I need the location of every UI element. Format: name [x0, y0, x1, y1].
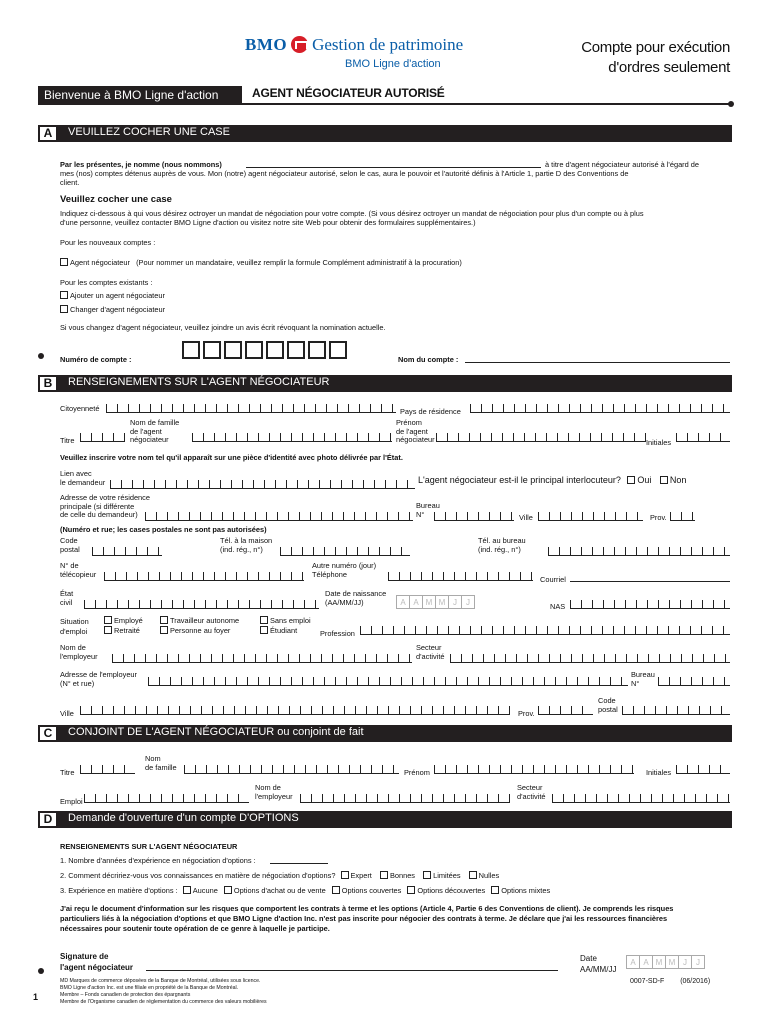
employment-options-col1: Employé Retraité	[104, 616, 143, 637]
last-name-field[interactable]	[192, 433, 392, 442]
spouse-title-label: Titre	[60, 768, 75, 777]
account-number-boxes[interactable]	[182, 341, 350, 361]
sin-field[interactable]	[570, 600, 730, 609]
email-label: Courriel	[540, 575, 566, 584]
declaration: J'ai reçu le document d'information sur les risques que comportent les contrats à terme et les options (Article 4, Partie 6 des Conventions de client). Je comprends les risques particuliers liés à la négociation d'options et que BMO Ligne d'action Inc. n'est pas inscrite pour négocier des contrats à terme. Je déclare que j'ai les ressources financières nécessaires pour soutenir toute opération de ce genre à laquelle je participe.	[60, 904, 674, 933]
city-field[interactable]	[538, 512, 643, 521]
sin-label: NAS	[550, 602, 566, 611]
question-2: 2. Comment décririez-vous vos connaissances en matière de négociation d'options? Expert Bonnes Limitées Nulles	[60, 871, 500, 880]
intro-line3: client.	[60, 178, 80, 187]
spouse-employment-field[interactable]	[84, 794, 249, 803]
no-experience-checkbox[interactable]	[183, 886, 191, 894]
bmo-roundel-icon	[291, 36, 308, 53]
retired-checkbox[interactable]	[104, 626, 112, 634]
agent-name-field[interactable]	[246, 167, 541, 168]
employer-prov-field[interactable]	[538, 706, 593, 715]
section-a-header: A VEUILLEZ COCHER UNE CASE	[38, 125, 732, 142]
home-phone-field[interactable]	[280, 547, 410, 556]
margin-dot	[38, 968, 44, 974]
employer-postal-label: Code postal	[598, 696, 618, 714]
citizenship-label: Citoyenneté	[60, 404, 100, 413]
work-phone-label: Tél. au bureau (ind. rég., n°)	[478, 536, 526, 554]
existing-accounts-label: Pour les comptes existants :	[60, 278, 153, 287]
option-change-agent[interactable]: Changer d'agent négociateur	[60, 305, 165, 314]
brand-subtitle: BMO Ligne d'action	[345, 58, 441, 70]
main-contact-question: L'agent négociateur est-il le principal interlocuteur? Oui Non	[418, 475, 687, 485]
none-checkbox[interactable]	[469, 871, 477, 879]
signature-field[interactable]	[146, 970, 558, 971]
section-d-header: D Demande d'ouverture d'un compte D'OPTIONS	[38, 811, 732, 828]
unemployed-checkbox[interactable]	[260, 616, 268, 624]
employer-city-label: Ville	[60, 709, 74, 718]
spouse-sector-label: Secteur d'activité	[517, 783, 546, 801]
prov-field[interactable]	[670, 512, 695, 521]
self-employed-checkbox[interactable]	[160, 616, 168, 624]
spread-options-checkbox[interactable]	[491, 886, 499, 894]
unit-label: Bureau N°	[416, 501, 440, 519]
divider-dot	[728, 101, 734, 107]
spouse-employer-label: Nom de l'employeur	[255, 783, 293, 801]
id-note: Veuillez inscrire votre nom tel qu'il apparaît sur une pièce d'identité avec photo délivrée par l'État.	[60, 453, 403, 462]
spouse-title-field[interactable]	[80, 765, 135, 774]
residence-label: Pays de résidence	[400, 407, 461, 416]
welcome-banner: Bienvenue à BMO Ligne d'action	[38, 86, 242, 104]
covered-options-checkbox[interactable]	[332, 886, 340, 894]
change-agent-checkbox[interactable]	[60, 305, 68, 313]
employment-label: Situation d'emploi	[60, 617, 89, 636]
employer-prov-label: Prov.	[518, 709, 535, 718]
profession-label: Profession	[320, 629, 355, 638]
citizenship-field[interactable]	[106, 404, 396, 413]
form-code: 0007-SD-F (06/2016)	[630, 978, 711, 985]
employment-options-col2: Travailleur autonome Personne au foyer	[160, 616, 239, 637]
employee-checkbox[interactable]	[104, 616, 112, 624]
limited-checkbox[interactable]	[423, 871, 431, 879]
spouse-first-name-label: Prénom	[404, 768, 430, 777]
homemaker-checkbox[interactable]	[160, 626, 168, 634]
options-subhead: RENSEIGNEMENTS SUR L'AGENT NÉGOCIATEUR	[60, 842, 238, 851]
brand-logo	[245, 34, 463, 55]
option-add-agent[interactable]: Ajouter un agent négociateur	[60, 291, 165, 300]
expert-checkbox[interactable]	[341, 871, 349, 879]
fax-field[interactable]	[104, 572, 304, 581]
address-field[interactable]	[145, 512, 413, 521]
postal-field[interactable]	[92, 547, 162, 556]
brand-name: BMO	[245, 35, 288, 54]
sector-field[interactable]	[450, 654, 730, 663]
instructions-line1: Indiquez ci-dessous à qui vous désirez octroyer un mandat de négociation pour votre compte. (Si vous désirez octroyer un mandat de négociation pour plus d'un compte ou à plus	[60, 209, 644, 218]
calls-puts-checkbox[interactable]	[224, 886, 232, 894]
employer-field[interactable]	[112, 654, 412, 663]
office-field[interactable]	[658, 677, 730, 686]
margin-dot	[38, 353, 44, 359]
main-contact-no-checkbox[interactable]	[660, 476, 668, 484]
email-field[interactable]	[570, 581, 730, 582]
spouse-last-name-field[interactable]	[184, 765, 399, 774]
title-field[interactable]	[80, 433, 125, 442]
spouse-employment-label: Emploi	[60, 797, 83, 806]
question-1: 1. Nombre d'années d'expérience en négociation d'options :	[60, 856, 256, 865]
address-label: Adresse de votre résidence principale (si différente de celle du demandeur)	[60, 493, 150, 520]
intro-text: Par les présentes, je nomme (nous nommons)	[60, 160, 222, 169]
profession-field[interactable]	[360, 626, 730, 635]
section-b-header: B RENSEIGNEMENTS SUR L'AGENT NÉGOCIATEUR	[38, 375, 732, 392]
student-checkbox[interactable]	[260, 626, 268, 634]
employer-city-field[interactable]	[80, 706, 510, 715]
other-phone-field[interactable]	[388, 572, 533, 581]
signature-label: Signature de l'agent négociateur	[60, 952, 134, 972]
initials-label: Initiales	[646, 438, 672, 447]
work-phone-field[interactable]	[548, 547, 730, 556]
marital-label: État civil	[60, 589, 74, 607]
employment-options-col3: Sans emploi Étudiant	[260, 616, 311, 637]
address-note: (Numéro et rue; les cases postales ne sont pas autorisées)	[60, 525, 267, 534]
section-heading: Veuillez cocher une case	[60, 194, 172, 205]
first-name-field[interactable]	[436, 433, 646, 442]
document-title: Compte pour exécution d'ordres seulement	[581, 39, 730, 76]
home-phone-label: Tél. à la maison (ind. rég., n°)	[220, 536, 273, 554]
last-name-label: Nom de famille de l'agent négociateur	[130, 418, 180, 445]
spouse-sector-field[interactable]	[552, 794, 730, 803]
years-experience-field[interactable]	[270, 863, 328, 864]
uncovered-options-checkbox[interactable]	[407, 886, 415, 894]
spouse-first-name-field[interactable]	[434, 765, 634, 774]
new-agent-checkbox[interactable]	[60, 258, 68, 266]
employer-address-label: Adresse de l'employeur (N° et rue)	[60, 670, 137, 688]
intro-tail: à titre d'agent négociateur autorisé à l'égard de	[545, 160, 700, 169]
applicant-link-field[interactable]	[110, 480, 415, 489]
intro-line2: mes (nos) comptes détenus auprès de vous. Mon (notre) agent négociateur autorisé, selon le cas, aura le pouvoir et l'autorité définis à l'Article 1, partie D des Conventions de	[60, 169, 629, 178]
marital-field[interactable]	[84, 600, 319, 609]
employer-label: Nom de l'employeur	[60, 643, 98, 661]
page-number: 1	[33, 992, 39, 1002]
unit-field[interactable]	[434, 512, 514, 521]
signature-date-field[interactable]: A A M M J J	[626, 955, 704, 969]
instructions-line2: d'une personne, veuillez contacter BMO Ligne d'action ou visitez notre site Web pour obtenir des formulaires supplémentaires.)	[60, 218, 476, 227]
main-contact-yes-checkbox[interactable]	[627, 476, 635, 484]
option-new-agent[interactable]: Agent négociateur (Pour nommer un mandataire, veuillez remplir la formule Complément administratif à la procuration)	[60, 258, 462, 267]
city-label: Ville	[519, 513, 533, 522]
birth-date-label: Date de naissance (AA/MM/JJ)	[325, 589, 387, 607]
question-3: 3. Expérience en matière d'options : Aucune Options d'achat ou de vente Options couvertes Options découvertes Options mixtes	[60, 886, 551, 895]
account-name-label: Nom du compte :	[398, 355, 459, 364]
birth-date-field[interactable]: A A M M J J	[396, 595, 474, 609]
signature-date-label: Date AA/MM/JJ	[580, 954, 617, 974]
legal-notes: MD Marques de commerce déposées de la Banque de Montréal, utilisées sous licence. BMO Ligne d'action Inc. est une filiale en propriété de la Banque de Montréal. Membre – Fonds canadien de protection des épargnants Membre de l'Organisme canadien de réglementation du commerce des valeurs mobilières	[60, 978, 267, 1006]
employer-postal-field[interactable]	[622, 706, 730, 715]
brand-division: Gestion de patrimoine	[312, 35, 464, 54]
applicant-link-label: Lien avec le demandeur	[60, 469, 106, 487]
form-title: AGENT NÉGOCIATEUR AUTORISÉ	[252, 86, 445, 100]
title-label: Titre	[60, 436, 75, 445]
spouse-initials-field[interactable]	[676, 765, 730, 774]
residence-field[interactable]	[470, 404, 730, 413]
initials-field[interactable]	[676, 433, 730, 442]
spouse-initials-label: Initiales	[646, 768, 672, 777]
account-name-field[interactable]	[465, 362, 730, 363]
employer-address-field[interactable]	[148, 677, 628, 686]
change-note: Si vous changez d'agent négociateur, veuillez joindre un avis écrit révoquant la nomination actuelle.	[60, 323, 386, 332]
spouse-last-name-label: Nom de famille	[145, 754, 177, 772]
office-label: Bureau N°	[631, 670, 655, 688]
other-phone-label: Autre numéro (jour) Téléphone	[312, 561, 377, 579]
divider	[38, 103, 732, 105]
fax-label: N° de télécopieur	[60, 561, 97, 579]
spouse-employer-field[interactable]	[300, 794, 510, 803]
postal-label: Code postal	[60, 536, 80, 554]
section-c-header: C CONJOINT DE L'AGENT NÉGOCIATEUR ou conjoint de fait	[38, 725, 732, 742]
first-name-label: Prénom de l'agent négociateur	[396, 418, 435, 445]
sector-label: Secteur d'activité	[416, 643, 445, 661]
account-number-label: Numéro de compte :	[60, 355, 132, 364]
prov-label: Prov.	[650, 513, 667, 522]
new-accounts-label: Pour les nouveaux comptes :	[60, 238, 156, 247]
add-agent-checkbox[interactable]	[60, 291, 68, 299]
good-checkbox[interactable]	[380, 871, 388, 879]
